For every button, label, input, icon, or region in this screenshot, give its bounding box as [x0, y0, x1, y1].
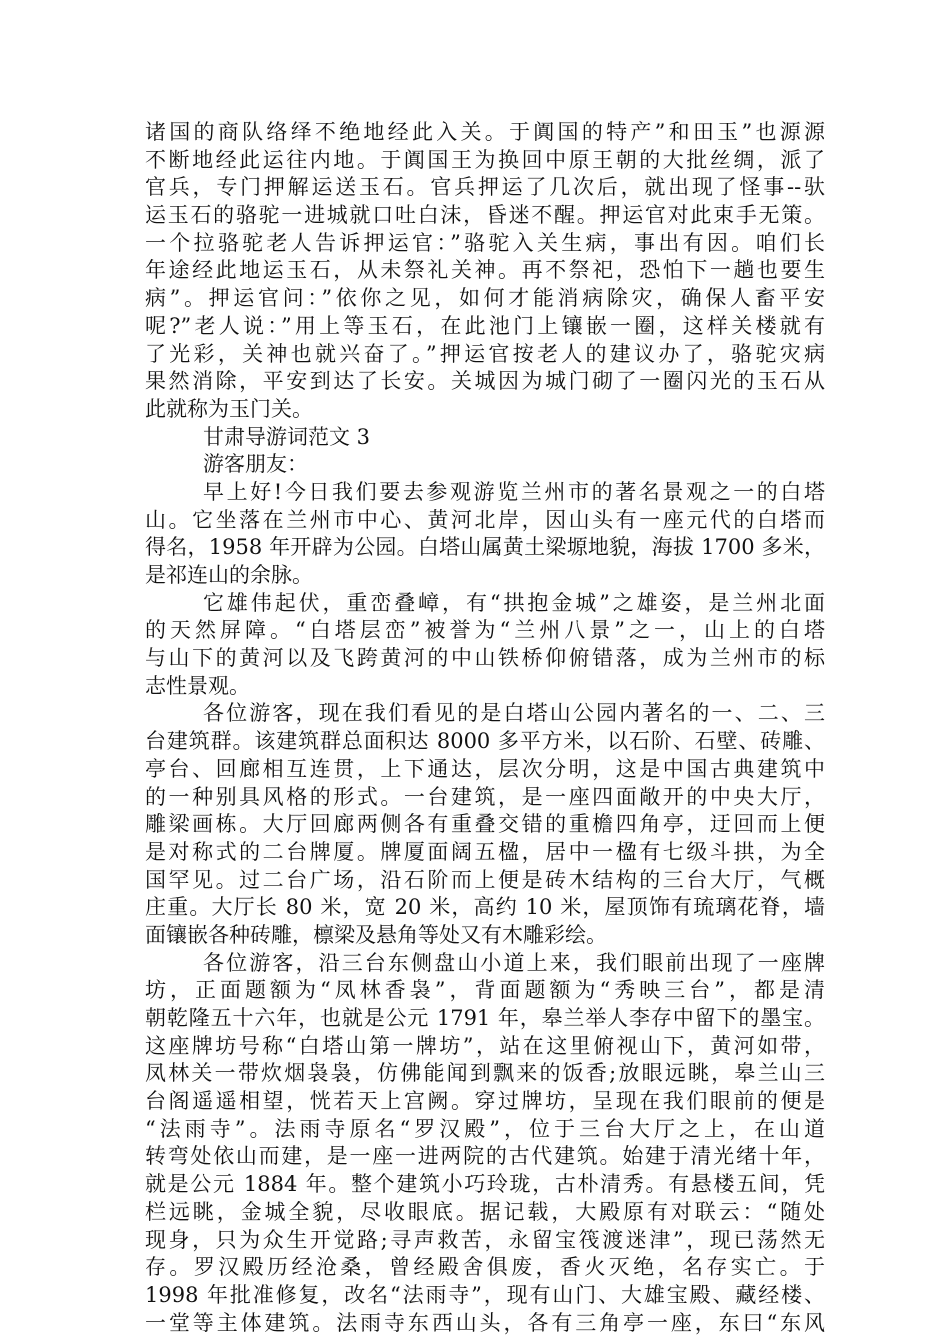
text-line: 此就称为玉门关。 — [145, 396, 313, 421]
text-line: 一堂等主体建筑。法雨寺东西山头，各有三角亭一座，东曰“东风 — [145, 1310, 825, 1335]
text-line: 是祁连山的余脉。 — [145, 563, 313, 587]
text-line: 面镶嵌各种砖雕，檩梁及悬角等处又有木雕彩绘。 — [145, 922, 607, 947]
document-body-text — [145, 119, 825, 1337]
text-line: 栏远眺，金城全貌，尽收眼底。据记载，大殿原有对联云：“随处 — [145, 1199, 825, 1224]
text-line: 早上好!今日我们要去参观游览兰州市的著名景观之一的白塔 — [203, 479, 825, 504]
text-line: 它雄伟起伏，重峦叠嶂，有“拱抱金城”之雄姿，是兰州北面 — [203, 590, 825, 615]
text-line: 凤林关一带炊烟袅袅，仿佛能闻到飘来的饭香;放眼远眺，皋兰山三 — [145, 1061, 825, 1086]
text-line: “法雨寺”。法雨寺原名“罗汉殿”，位于三台大厅之上，在山道 — [145, 1116, 825, 1141]
text-line: 转弯处依山而建，是一座一进两院的古代建筑。始建于清光绪十年， — [145, 1144, 825, 1169]
text-line: 朝乾隆五十六年，也就是公元 1791 年，皋兰举人李存中留下的墨宝。 — [145, 1006, 825, 1030]
text-line: 就是公元 1884 年。整个建筑小巧玲珑，古朴清秀。有悬楼五间，凭 — [145, 1172, 825, 1197]
text-line: 台建筑群。该建筑群总面积达 8000 多平方米，以石阶、石壁、砖雕、 — [145, 729, 825, 754]
text-line: 台阁遥遥相望，恍若天上宫阙。穿过牌坊，呈现在我们眼前的便是 — [145, 1089, 825, 1114]
text-line: 的天然屏障。“白塔层峦”被誉为“兰州八景”之一，山上的白塔 — [145, 618, 825, 643]
text-line: 庄重。大厅长 80 米，宽 20 米，高约 10 米，屋顶饰有琉璃花脊，墙 — [145, 895, 825, 920]
text-line: 坊，正面题额为“凤林香袅”，背面题额为“秀映三台”，都是清 — [145, 978, 825, 1003]
text-line: 国罕见。过二台广场，沿石阶而上便是砖木结构的三台大厅，气概 — [145, 867, 825, 892]
text-line: 这座牌坊号称“白塔山第一牌坊”，站在这里俯视山下，黄河如带， — [145, 1033, 825, 1058]
text-line: 甘肃导游词范文 3 — [203, 424, 371, 449]
text-line: 得名，1958 年开辟为公园。白塔山属黄土梁塬地貌，海拔 1700 多米， — [145, 535, 825, 560]
text-line: 游客朋友： — [203, 452, 308, 477]
text-line: 各位游客，沿三台东侧盘山小道上来，我们眼前出现了一座牌 — [203, 950, 825, 975]
text-line: 志性景观。 — [145, 673, 250, 698]
text-line: 运玉石的骆驼一进城就口吐白沫，昏迷不醒。押运官对此束手无策。 — [145, 203, 825, 228]
text-line: 呢?”老人说：”用上等玉石，在此池门上镶嵌一圈，这样关楼就有 — [145, 313, 825, 338]
text-line: 现身，只为众生开觉路;寻声救苦，永留宝筏渡迷津”，现已荡然无 — [145, 1227, 825, 1252]
text-line: 病”。押运官问：”依你之见，如何才能消病除灾，确保人畜平安 — [145, 286, 825, 311]
text-line: 果然消除，平安到达了长安。关城因为城门砌了一圈闪光的玉石从 — [145, 369, 825, 394]
text-line: 1998 年批准修复，改名“法雨寺”，现有山门、大雄宝殿、藏经楼、 — [145, 1282, 825, 1307]
text-line: 存。罗汉殿历经沧桑，曾经殿舍俱废，香火灭绝，名存实亡。于 — [145, 1255, 825, 1280]
text-line: 官兵，专门押解运送玉石。官兵押运了几次后，就出现了怪事--驮 — [145, 175, 825, 200]
text-line: 的一种别具风格的形式。一台建筑，是一座四面敞开的中央大厅， — [145, 784, 825, 809]
text-line: 雕梁画栋。大厅回廊两侧各有重叠交错的重檐四角亭，迂回而上便 — [145, 812, 825, 837]
text-line: 与山下的黄河以及飞跨黄河的中山铁桥仰俯错落，成为兰州市的标 — [145, 646, 825, 671]
text-line: 一个拉骆驼老人告诉押运官：”骆驼入关生病，事出有因。咱们长 — [145, 230, 825, 255]
text-line: 年途经此地运玉石，从未祭礼关神。再不祭祀，恐怕下一趟也要生 — [145, 258, 825, 283]
text-line: 不断地经此运往内地。于阗国王为换回中原王朝的大批丝绸，派了 — [145, 147, 825, 172]
text-line: 亭台、回廊相互连贯，上下通达，层次分明，这是中国古典建筑中 — [145, 756, 825, 781]
text-line: 是对称式的二台牌厦。牌厦面阔五楹，居中一楹有七级斗拱，为全 — [145, 839, 825, 864]
text-line: 山。它坐落在兰州市中心、黄河北岸，因山头有一座元代的白塔而 — [145, 507, 825, 532]
text-line: 诸国的商队络绎不绝地经此入关。于阗国的特产”和田玉”也源源 — [145, 120, 825, 144]
text-line: 各位游客，现在我们看见的是白塔山公园内著名的一、二、三 — [203, 701, 825, 726]
text-line: 了光彩，关神也就兴奋了。”押运官按老人的建议办了，骆驼灾病 — [145, 341, 825, 366]
